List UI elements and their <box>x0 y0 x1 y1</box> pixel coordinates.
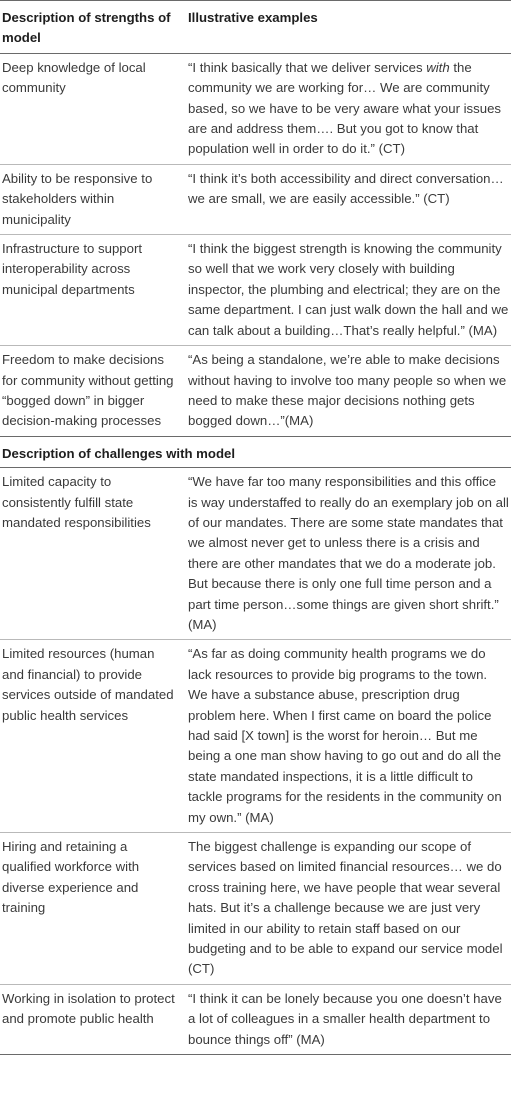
strength-description: Freedom to make decisions for community without getting “bogged down” in bigger decision-making processes <box>0 346 184 437</box>
header-illustrative-examples: Illustrative examples <box>184 1 511 54</box>
example-text: “I think basically that we deliver services <box>188 59 427 75</box>
strength-example: “I think the biggest strength is knowing the community so well that we work very closely with building inspector, the plumbing and electrical; they are on the same department. I can just walk down the hall and we can talk about a building…That’s really helpful.” (MA) <box>184 235 511 346</box>
strength-description: Infrastructure to support interoperability across municipal departments <box>0 235 184 346</box>
table-row <box>0 53 511 164</box>
challenges-heading: Description of challenges with model <box>0 436 511 467</box>
strength-example: “I think it’s both accessibility and direct conversation…we are small, we are easily accessible.” (CT) <box>184 164 511 234</box>
challenges-section-row <box>0 436 511 467</box>
table-row <box>0 235 511 346</box>
challenge-example: “I think it can be lonely because you one doesn’t have a lot of colleagues in a smaller health department to bounce things off” (MA) <box>184 984 511 1054</box>
challenge-example: “We have far too many responsibilities and this office is way understaffed to really do an exemplary job on all of our mandates. There are some state mandates that we almost never get to unless there is a crisis and there are other mandates that we do a moderate job. But because there is only one full time person and a part time person…some things are given short shrift.” (MA) <box>184 468 511 640</box>
strength-example <box>184 53 511 164</box>
strength-example: “As being a standalone, we’re able to make decisions without having to involve too many people so when we need to make these major decisions nothing gets bogged down…”(MA) <box>184 346 511 437</box>
table-header-row <box>0 1 511 54</box>
table-row <box>0 164 511 234</box>
challenge-description: Limited capacity to consistently fulfill state mandated responsibilities <box>0 468 184 640</box>
challenge-example: The biggest challenge is expanding our scope of services based on limited financial resources… we do cross training here, we have people that wear several hats. But it’s a challenge because we are just very limited in our ability to retain staff based on our budgeting and to be able to expand our service model (CT) <box>184 833 511 985</box>
header-description-strengths: Description of strengths of model <box>0 1 184 54</box>
strength-description: Ability to be responsive to stakeholders within municipality <box>0 164 184 234</box>
example-text: the community we are working for… We are community based, so we have to be very aware what your issues are and address them…. But you got to know that population well in order to do it.” (CT) <box>188 59 502 157</box>
table-row <box>0 346 511 437</box>
table-row <box>0 984 511 1054</box>
strength-description: Deep knowledge of local community <box>0 53 184 164</box>
table-row <box>0 468 511 640</box>
challenge-description: Working in isolation to protect and promote public health <box>0 984 184 1054</box>
table-row <box>0 640 511 833</box>
challenge-description: Limited resources (human and financial) to provide services outside of mandated public health services <box>0 640 184 833</box>
table-row <box>0 833 511 985</box>
challenge-description: Hiring and retaining a qualified workforce with diverse experience and training <box>0 833 184 985</box>
example-emphasis: with <box>426 59 450 75</box>
challenge-example: “As far as doing community health programs we do lack resources to provide big programs to the town. We have a substance abuse, prescription drug problem here. When I first came on board the police had said [X town] is the worst for heroin… But me being a one man show having to go out and do all the state mandated inspections, it is a little difficult to tackle programs for the residents in the community on my own.” (MA) <box>184 640 511 833</box>
